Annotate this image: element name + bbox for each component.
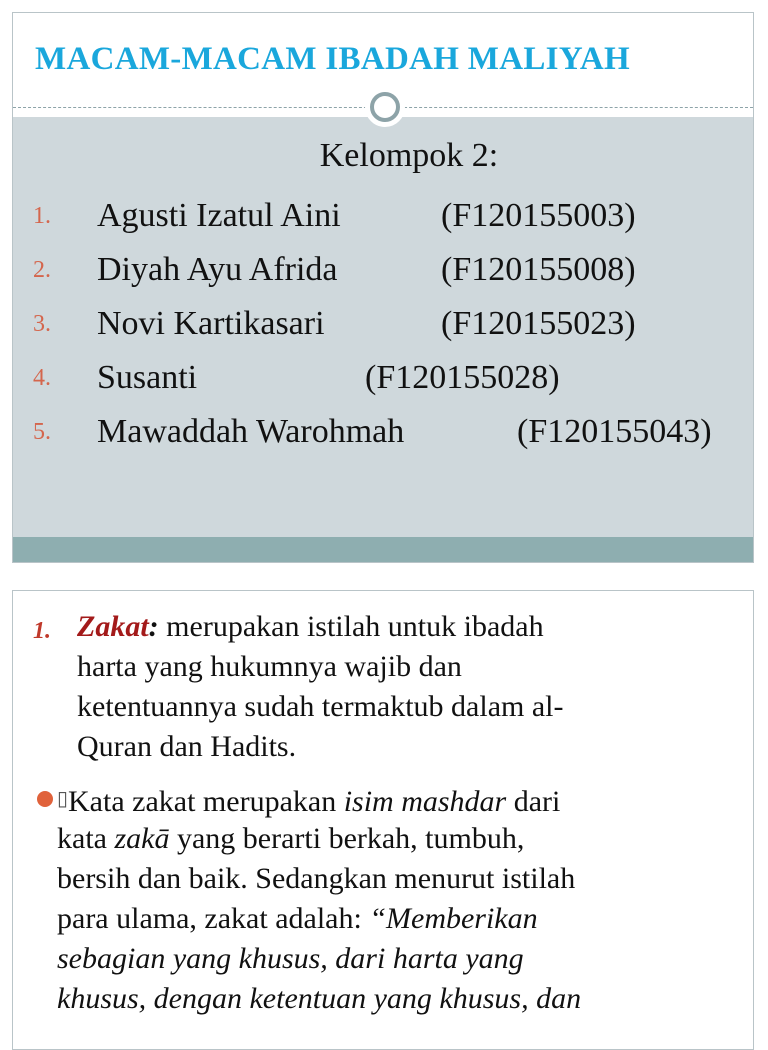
text-run: yang berarti berkah, tumbuh,	[169, 822, 525, 855]
slide-1	[12, 12, 754, 563]
etymology-line	[57, 979, 581, 1019]
definition-line	[77, 607, 544, 647]
missing-glyph-icon: ▯	[57, 788, 69, 810]
text-run: dari	[506, 785, 561, 818]
etymology-line	[57, 899, 538, 939]
slide-2	[12, 590, 754, 1050]
italic-quote: sebagian yang khusus, dari harta yang	[57, 942, 524, 975]
member-nim: (F120155028)	[365, 359, 560, 396]
member-nim: (F120155043)	[517, 413, 712, 450]
member-number: 1.	[33, 203, 51, 229]
item-number: 1.	[33, 618, 51, 644]
etymology-line	[57, 819, 524, 859]
etymology-line: bersih dan baik. Sedangkan menurut istilah	[57, 862, 576, 895]
member-name: Susanti	[97, 359, 198, 396]
italic-quote: khusus, dengan ketentuan yang khusus, dan	[57, 982, 582, 1015]
italic-quote: “Memberikan	[369, 902, 538, 935]
member-name: Novi Kartikasari	[97, 305, 325, 342]
member-number: 3.	[33, 311, 51, 337]
member-number: 4.	[33, 365, 51, 391]
member-nim: (F120155003)	[441, 197, 636, 234]
ring-ornament-icon	[365, 87, 405, 127]
member-nim: (F120155023)	[441, 305, 636, 342]
italic-term: zakā	[114, 822, 170, 855]
member-number: 5.	[33, 419, 51, 445]
group-heading: Kelompok 2:	[319, 137, 499, 174]
member-name: Mawaddah Warohmah	[97, 413, 405, 450]
definition-text: merupakan istilah untuk ibadah	[158, 610, 544, 643]
text-run: kata	[57, 822, 115, 855]
definition-line: ketentuannya sudah termaktub dalam al-	[77, 690, 564, 723]
text-run: Kata zakat merupakan	[68, 785, 344, 818]
etymology-line	[57, 779, 560, 822]
member-nim: (F120155008)	[441, 251, 636, 288]
etymology-line	[57, 939, 524, 979]
member-name: Agusti Izatul Aini	[97, 197, 341, 234]
member-name: Diyah Ayu Afrida	[97, 251, 338, 288]
slide-title: MACAM-MACAM IBADAH MALIYAH	[35, 41, 631, 77]
text-run: para ulama, zakat adalah:	[57, 902, 370, 935]
term-colon: :	[148, 610, 159, 643]
member-number: 2.	[33, 257, 51, 283]
definition-line: harta yang hukumnya wajib dan	[77, 650, 462, 683]
definition-line: Quran dan Hadits.	[77, 730, 297, 763]
bullet-icon	[37, 791, 53, 807]
italic-term: isim mashdar	[343, 785, 507, 818]
bottom-band	[13, 537, 753, 563]
zakat-term: Zakat	[77, 610, 149, 643]
